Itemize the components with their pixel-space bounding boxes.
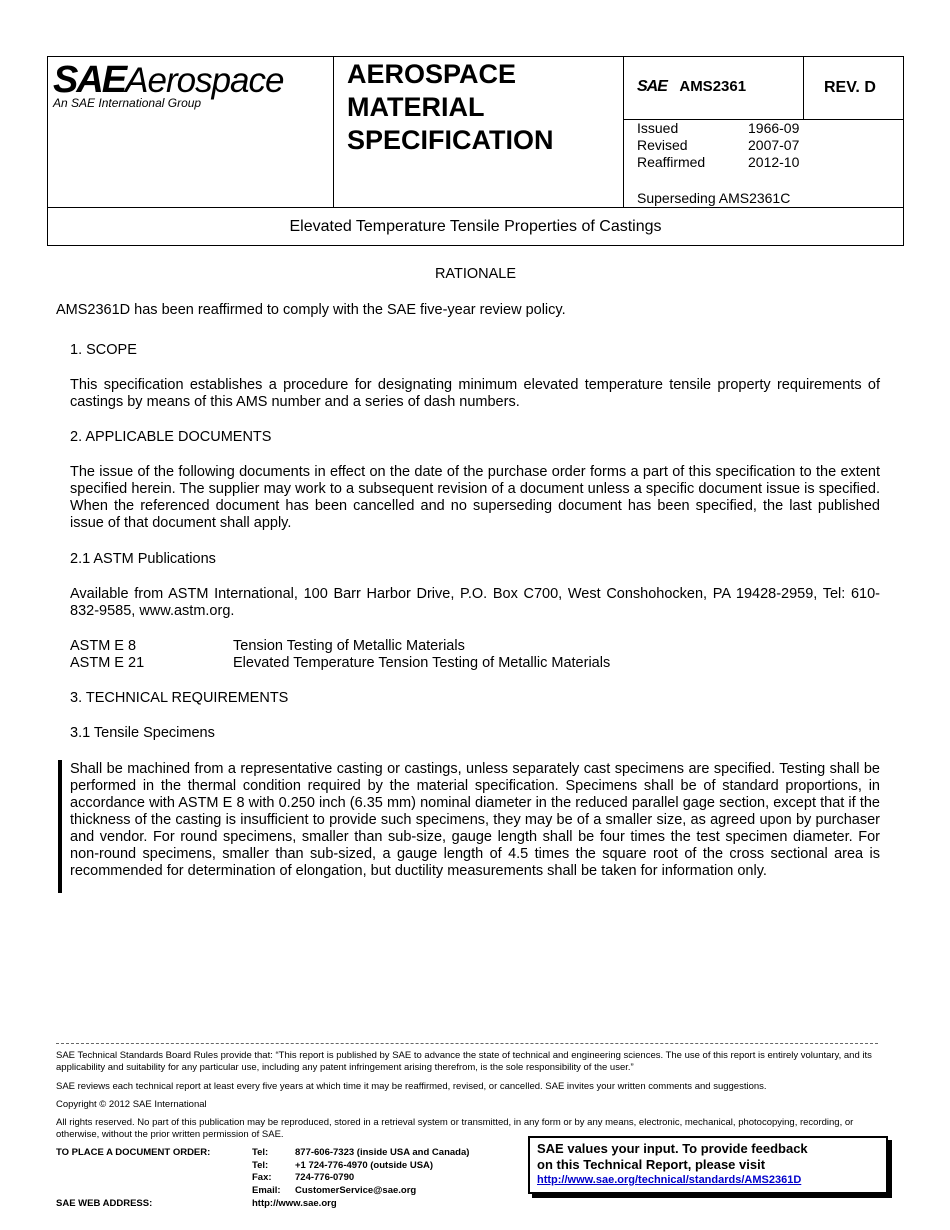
change-bar [58,760,62,893]
doc-number: AMS2361 [679,78,747,95]
reaffirmed-label: Reaffirmed [637,154,706,170]
contact-label: Tel: [252,1159,269,1171]
superseding-note: Superseding AMS2361C [637,190,791,206]
section-1-heading: 1. SCOPE [70,342,137,358]
contact-row [252,1147,470,1160]
document-title: Elevated Temperature Tensile Properties of Castings [289,218,662,235]
logo-aerospace-text: Aerospace [125,61,284,100]
contact-value: 877-606-7323 (inside USA and Canada) [295,1147,470,1158]
reference-row [70,655,880,672]
reaffirmed-value: 2012-10 [748,154,800,170]
reference-list [70,638,880,672]
spec-title-line-1: AEROSPACE [347,59,517,89]
revision-label: REV. D [824,79,876,96]
feedback-link[interactable]: http://www.sae.org/technical/standards/AMS2361D [537,1174,802,1186]
reference-title: Elevated Temperature Tension Testing of Metallic Materials [233,655,611,671]
order-label: TO PLACE A DOCUMENT ORDER: [56,1147,211,1158]
section-3-1-text: Shall be machined from a representative casting or castings, unless separately cast specimens are specified. Testing shall be performed in the thermal condition required by the material specification. Specimens shall be of standard proportions, in accordance with ASTM E 8 with 0.250 inch (6.35 mm) nominal diameter in the reduced parallel gage section, except that if the thickness of the casting is insufficient to provide such specimens, they may be of a smaller size, as agreed upon by purchaser and vendor. For round specimens, smaller than sub-size, gauge length shall be four times the test specimen diameter. For non-round specimens, smaller than sub-sized, a gauge length of 4.5 times the square root of the cross sectional area is recommended for determination of elongation, but ductility measurements shall be taken for information only. [70,761,880,879]
footer-divider [56,1043,878,1044]
feedback-box [528,1136,888,1194]
feedback-line-1: SAE values your input. To provide feedback [537,1141,808,1156]
logo-subtitle: An SAE International Group [53,96,202,110]
footer-rules-text: SAE Technical Standards Board Rules provide that: “This report is published by SAE to advance the state of technical and engineering sciences. The use of this report is entirely voluntary, and its applicability and suitability for any particular use, including any patent infringement arising therefrom, is the sole responsibility of the user.” [56,1050,872,1073]
issued-label: Issued [637,120,679,136]
dates-block [637,120,837,171]
footer-rights-text: All rights reserved. No part of this publication may be reproduced, stored in a retrieval system or transmitted, in any form or by any means, electronic, mechanical, photocopying, recording, or otherwise, without the prior written permission of SAE. [56,1117,854,1140]
section-2-1-heading: 2.1 ASTM Publications [70,551,216,567]
sae-mini-logo: SAE [637,78,667,95]
spec-title-line-2: MATERIAL [347,92,485,122]
section-1-text: This specification establishes a procedure for designating minimum elevated temperature tensile property requirements of castings by means of this AMS number and a series of dash numbers. [70,377,880,410]
contact-value[interactable]: CustomerService@sae.org [295,1184,417,1196]
contact-row [252,1184,417,1198]
footer-review-text: SAE reviews each technical report at least every five years at which time it may be reaffirmed, revised, or cancelled. SAE invites your written comments and suggestions. [56,1081,767,1092]
section-2-heading: 2. APPLICABLE DOCUMENTS [70,429,272,445]
doc-number-cell [637,78,746,96]
reference-title: Tension Testing of Metallic Materials [233,638,465,654]
web-address[interactable]: http://www.sae.org [252,1198,337,1209]
reference-code: ASTM E 8 [70,638,137,654]
contact-label: Fax: [252,1172,272,1183]
contact-value: +1 724-776-4970 (outside USA) [295,1159,434,1171]
reference-code: ASTM E 21 [70,655,145,671]
web-label: SAE WEB ADDRESS: [56,1198,153,1209]
contact-label: Tel: [252,1147,269,1158]
section-2-text: The issue of the following documents in effect on the date of the purchase order forms a part of this specification to the extent specified herein. The supplier may work to a subsequent revision of a document unless a specific document issue is specified. When the referenced document has been cancelled and no superseding document has been specified, the last published issue of that document shall apply. [70,464,880,531]
contact-row [252,1159,434,1173]
section-3-1-heading: 3.1 Tensile Specimens [70,725,215,741]
logo-sae-text: SAE [53,59,126,101]
revised-value: 2007-07 [748,137,800,153]
rationale-text: AMS2361D has been reaffirmed to comply with the SAE five-year review policy. [56,302,566,318]
spec-title [347,58,554,157]
spec-title-line-3: SPECIFICATION [347,125,554,155]
footer-copyright: Copyright © 2012 SAE International [56,1099,207,1110]
contact-label: Email: [252,1184,281,1196]
section-3-heading: 3. TECHNICAL REQUIREMENTS [70,690,289,706]
feedback-line-2: on this Technical Report, please visit [537,1157,766,1172]
reference-row [70,638,880,655]
revised-label: Revised [637,137,688,153]
issued-value: 1966-09 [748,120,800,136]
rationale-heading: RATIONALE [434,266,517,282]
contact-row [252,1172,355,1185]
contact-list [252,1147,470,1197]
contact-value: 724-776-0790 [295,1172,355,1183]
section-2-1-text: Available from ASTM International, 100 Barr Harbor Drive, P.O. Box C700, West Conshohocken, PA 19428-2959, Tel: 610-832-9585, www.astm.org. [70,586,880,619]
